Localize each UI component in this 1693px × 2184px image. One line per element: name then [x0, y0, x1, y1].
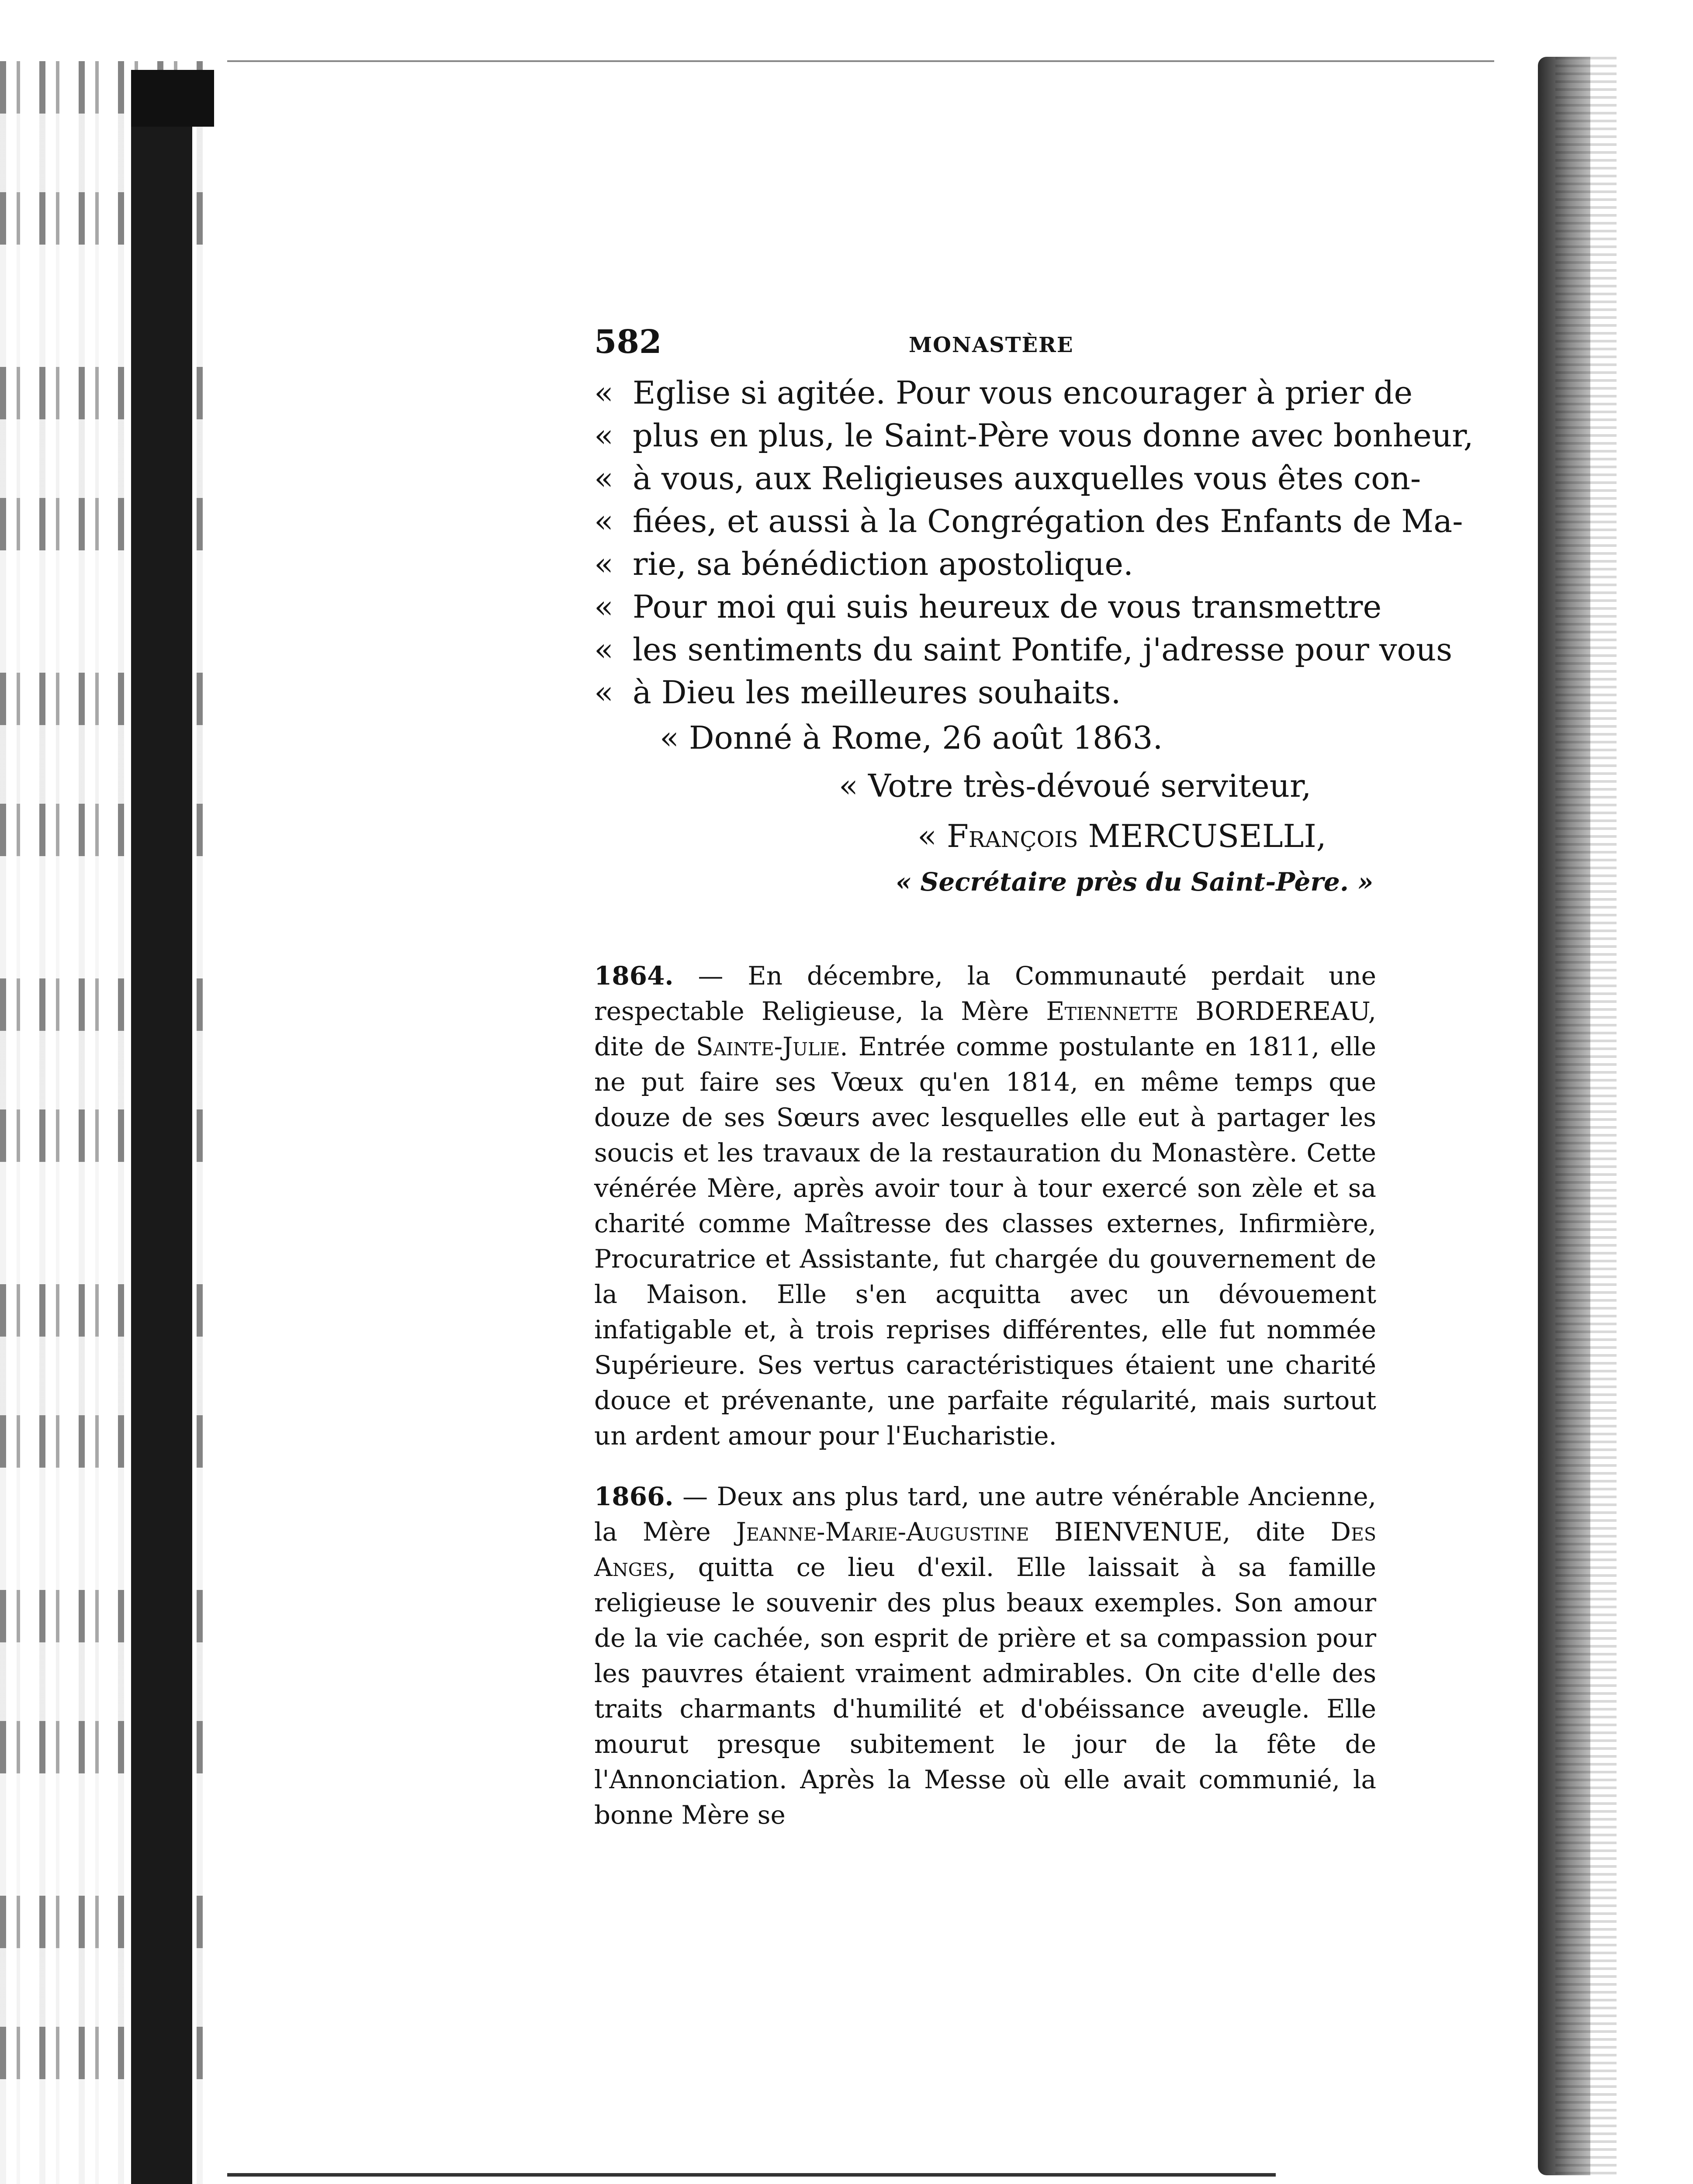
paragraph-text: . Entrée comme postulante en 1811, elle ne put faire ses Vœux qu'en 1814, en même temps que douze de ses Sœurs avec lesquelles elle eut à partager les soucis et les travaux de la restauration du Monastère. Cette vénérée Mère, après avoir tour à tour exercé son zèle et sa charité comme Maîtresse des classes externes, Infirmière, Procuratrice et Assistante, fut chargée du gouvernement de la Maison. Elle s'en acquitta avec un dévouement infatigable et, à trois reprises différentes, elle fut nommée Supérieure. Ses vertus caractéristiques étaient une charité douce et prévenante, une parfaite régularité, mais surtout un ardent amour pour l'Eucharistie.	[594, 1032, 1376, 1451]
quote-line	[594, 500, 1463, 543]
quote-line	[594, 371, 1413, 414]
guillemet: «	[594, 460, 614, 497]
running-title: MONASTÈRE	[909, 333, 1074, 357]
scan-binding-shadow	[131, 70, 192, 2184]
quote-line	[594, 585, 1382, 628]
quote-line	[594, 457, 1421, 500]
guillemet: «	[594, 374, 614, 411]
paragraph-year: 1866.	[594, 1482, 674, 1511]
paragraph-1864	[594, 958, 1376, 1454]
letter-signature	[594, 810, 1376, 862]
scan-right-noise	[1555, 57, 1617, 2175]
signature-last-name: MERCUSELLI,	[1078, 818, 1326, 854]
guillemet: «	[594, 674, 614, 711]
quote-line	[594, 671, 1376, 714]
religious-name: Sainte-Julie	[696, 1032, 840, 1061]
quote-line-text: fiées, et aussi à la Congrégation des Enfants de Ma-	[633, 503, 1463, 539]
quote-line-text: Pour moi qui suis heureux de vous transmettre	[633, 588, 1382, 625]
quote-line	[594, 543, 1376, 585]
guillemet: «	[594, 417, 614, 454]
signature-prefix: «	[917, 818, 947, 854]
paragraph-text: BIENVENUE, dite	[1029, 1517, 1331, 1547]
quote-line-text: Eglise si agitée. Pour vous encourager à prier de	[633, 374, 1413, 411]
religious-name: Des Anges	[594, 1517, 1377, 1582]
letter-closing: « Votre très-dévoué serviteur,	[839, 767, 1312, 804]
scan-bottom-rule	[227, 2173, 1276, 2177]
quote-line	[594, 414, 1474, 457]
signature-role: « Secrétaire près du Saint-Père. »	[896, 867, 1374, 897]
quote-line-text: plus en plus, le Saint-Père vous donne avec bonheur,	[633, 417, 1474, 454]
book-page	[594, 323, 1474, 1858]
scan-top-rule	[227, 60, 1494, 62]
page-number: 582	[594, 323, 662, 361]
signature-first-name: François	[946, 818, 1078, 854]
letter-quote	[594, 371, 1474, 902]
quote-line-text: à vous, aux Religieuses auxquelles vous êtes con-	[633, 460, 1421, 497]
guillemet: «	[594, 631, 614, 668]
paragraph-1866	[594, 1479, 1376, 1833]
paragraph-text: BORDEREAU, dite de	[594, 996, 1376, 1061]
scan-binding-corner	[131, 70, 214, 127]
person-first-name: Etiennette	[1046, 996, 1179, 1026]
quote-line-text: à Dieu les meilleures souhaits.	[633, 674, 1121, 711]
paragraph-text: — Deux ans plus tard, une autre vénérable Ancienne, la Mère	[594, 1482, 1376, 1547]
letter-date: « Donné à Rome, 26 août 1863.	[660, 719, 1163, 756]
person-first-name: Jeanne-Marie-Augustine	[736, 1517, 1029, 1547]
running-head	[594, 323, 1376, 371]
guillemet: «	[594, 546, 614, 582]
quote-line-text: rie, sa bénédiction apostolique.	[633, 546, 1133, 582]
paragraph-text: — En décembre, la Communauté perdait une respectable Religieuse, la Mère	[594, 961, 1376, 1026]
guillemet: «	[594, 588, 614, 625]
guillemet: «	[594, 503, 614, 539]
quote-line	[594, 628, 1453, 671]
quote-line-text: les sentiments du saint Pontife, j'adresse pour vous	[633, 631, 1453, 668]
paragraph-text: , quitta ce lieu d'exil. Elle laissait à sa famille religieuse le souvenir des plus beaux exemples. Son amour de la vie cachée, son esprit de prière et sa compassion pour les pauvres étaient vraiment admirables. On cite d'elle des traits charmants d'humilité et d'obéissance aveugle. Elle mourut presque subitement le jour de la fête de l'Annonciation. Après la Messe où elle avait communié, la bonne Mère se	[594, 1552, 1376, 1830]
paragraph-year: 1864.	[594, 961, 674, 991]
